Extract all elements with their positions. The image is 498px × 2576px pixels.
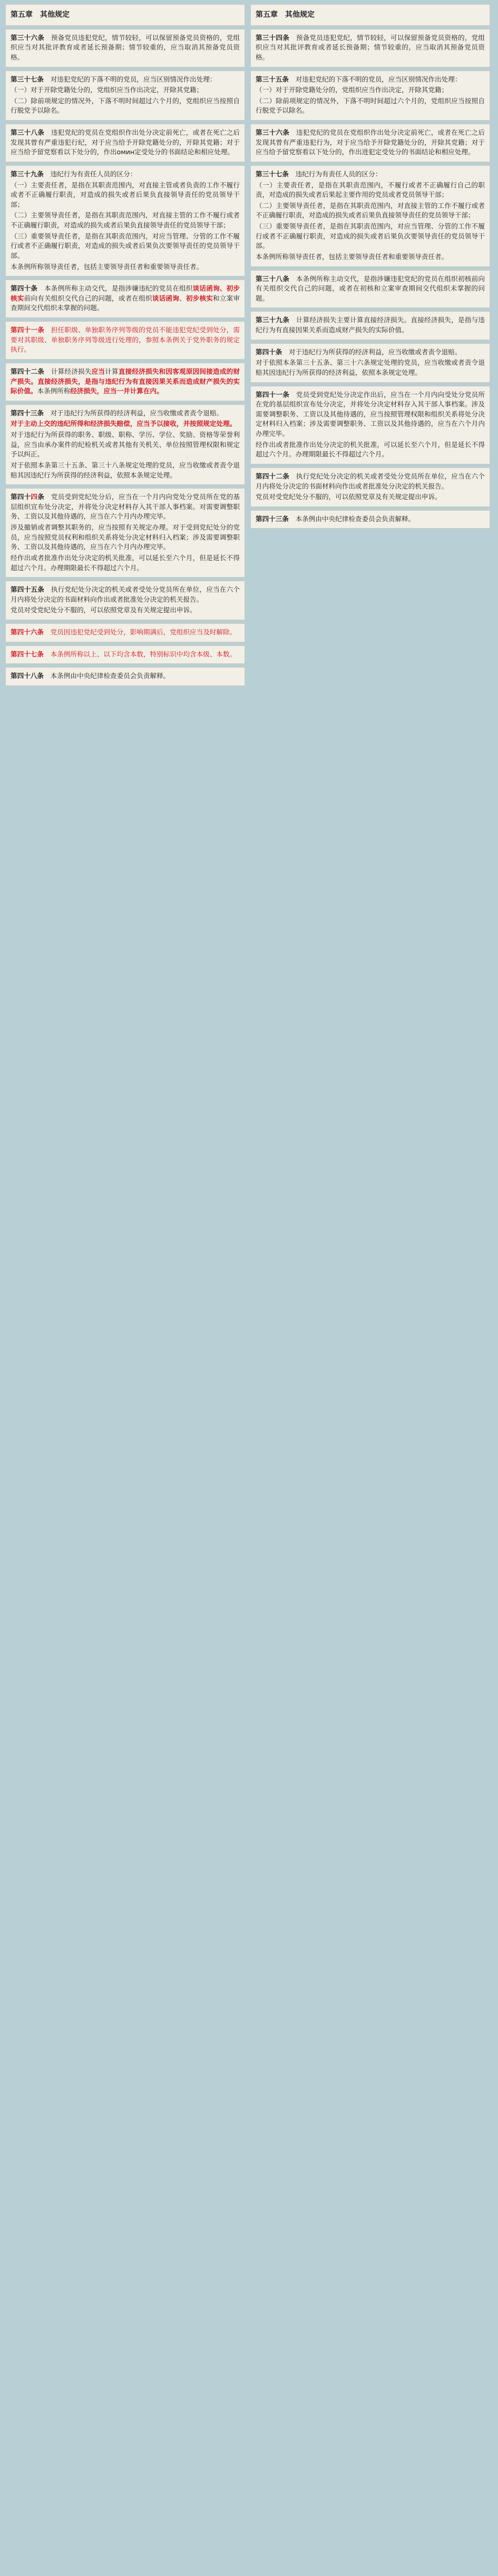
paragraph	[11, 262, 240, 272]
highlighted-change: 应当	[91, 367, 105, 375]
paragraph	[11, 605, 240, 615]
paragraph	[11, 671, 240, 681]
text-run: （一）主要责任者，是指在其职责范围内，不履行或者不正确履行自己的职责，对造成的损失或者后果起主要作用的党员或者党员领导干部；	[256, 181, 485, 199]
paragraph	[11, 170, 240, 180]
article-card	[250, 468, 490, 507]
article-number: 第三十六条	[256, 128, 290, 137]
text-run: 对违犯党纪的下落不明的党员，应当区别情况作出处理：	[43, 75, 217, 83]
article-card	[5, 280, 245, 318]
article-card	[5, 363, 245, 401]
paragraph	[256, 201, 485, 221]
paragraph	[256, 492, 485, 502]
text-run: 、	[179, 294, 186, 302]
text-run: 第五章 其他规定	[11, 11, 70, 19]
text-run: （三）重要领导责任者，是指在其职责范围内，对应当管理、分管的工作不履行或者不正确履行职责，对造成的损失或者后果负次要领导责任的党员领导干部。	[11, 232, 240, 260]
text-run: 预备党员违犯党纪，情节较轻，可以保留预备党员资格的，党组织应当对其批评教育或者延长预备期；情节较重的，应当取消其预备党员资格。	[256, 33, 485, 61]
text-run: 对于违纪行为所获得的经济利益，应当收缴或者责令退赔。	[43, 409, 223, 417]
paragraph	[11, 523, 240, 552]
text-run: 党员受到党纪处分后，应当在一个月内向党处分党员所在党的基层组织宣布处分决定，并将处分决定材料存入其干部人事档案。对需要调整职务、工资以及其他待遇的，应当在六个月内办理完毕。	[11, 493, 240, 521]
text-run: 执行党纪处分决定的机关或者受处分党员所在单位，应当在六个月内将处分决定的书面材料向作出或者批准处分决定的机关报告。	[11, 585, 240, 603]
paragraph	[11, 128, 240, 157]
article-card	[5, 581, 245, 620]
article-number: 第三十九条	[256, 316, 290, 324]
paragraph	[256, 440, 485, 460]
paragraph	[256, 222, 485, 251]
paragraph	[11, 96, 240, 116]
text-run: 计算经济损失	[44, 367, 92, 375]
text-run: 违犯党纪的党员在党组织作出处分决定前死亡，或者在死亡之后发现其曾有严重违犯行为，对于应当给予开除党籍处分的，开除其党籍；对于应当给予留党察看以下处分的，作出进犯定受处分的书面结论和相应处理。	[256, 128, 485, 156]
article-card	[250, 311, 490, 340]
text-run: 对于违纪行为所获得的经济利益，应当收缴或者责令退赔。	[282, 347, 462, 356]
article-card	[5, 623, 245, 642]
article-card	[5, 667, 245, 686]
article-card	[5, 488, 245, 578]
article-number: 第四十条	[256, 347, 282, 356]
article-card	[5, 29, 245, 67]
highlighted-change: 经济损失，应当一并计算在内。	[70, 387, 163, 395]
comparison-columns	[5, 4, 493, 686]
article-number: 第三十七条	[256, 170, 289, 178]
article-card	[250, 386, 490, 464]
text-run: 党员对受党纪处分不服的，可以依照党章及有关规定提出申诉。	[11, 606, 197, 614]
text-run: （一）对于开除党籍处分的，党组织应当作出决定，开除其党籍；	[11, 86, 203, 94]
article-number: 第三十八条	[256, 274, 290, 283]
text-run: （一）主要责任者，是指在其职责范围内，对直接主管或者负责的工作不履行或者不正确履行职责，对造成的损失或者后果负直接领导责任的党员领导干部；	[11, 181, 240, 208]
article-number: 第四十二条	[11, 367, 45, 375]
text-run: 本条例所称主动交代，是指涉嫌违纪的党员在组织	[37, 284, 193, 293]
paragraph	[11, 430, 240, 460]
text-run: （二）除前项规定的情况外，下落不明时间超过六个月的，党组织应当按照自行脱党予以除名。	[11, 96, 240, 115]
text-run: 党员因违犯党纪受到处分，影响期满后，党组织应当及时解除。	[43, 628, 237, 636]
article-card	[250, 270, 490, 309]
highlighted-change: 直接经济损失和因客观原因间接造成的财产损失。	[11, 367, 240, 385]
paragraph	[11, 211, 240, 230]
text-run: 对违犯党纪的下落不明的党员，应当区别情况作出处理：	[288, 75, 462, 83]
text-run: 本条例由中央纪律检查委员会负责解释。	[43, 672, 170, 680]
article-number: 第四十六条	[11, 628, 44, 636]
paragraph	[11, 585, 240, 604]
article-card	[5, 321, 245, 360]
paragraph	[256, 514, 485, 524]
article-number: 第三十九条	[11, 170, 44, 178]
paragraph	[256, 252, 485, 262]
text-run: （二）除前项规定的情况外，下落不明时间超过六个月的，党组织应当按照自行脱党予以除名。	[256, 96, 485, 115]
paragraph	[11, 367, 240, 396]
article-number: 第四十条	[11, 284, 38, 293]
paragraph	[256, 85, 485, 95]
highlighted-change: 直接经济损失，是指与违纪行为有直接因果关系而造成财产损失的实际价值。	[11, 377, 240, 395]
article-number: 第四十三条	[256, 514, 289, 523]
article-card	[250, 71, 490, 121]
article-number: 第三十七条	[11, 75, 44, 83]
paragraph	[256, 274, 485, 304]
paragraph	[256, 315, 485, 335]
paragraph	[11, 75, 240, 85]
paragraph	[11, 419, 240, 429]
article-number: 第三十四条	[256, 33, 290, 42]
chapter-heading-card	[5, 4, 245, 26]
left-column-new-version	[5, 4, 245, 686]
text-run: 违纪行为有责任人员的区分：	[288, 170, 382, 178]
article-number: 第四十二条	[256, 472, 290, 480]
right-column-old-version	[250, 4, 490, 529]
text-run: 涉及撤销或者调整其职务的，应当按照有关规定办理。对于受到党纪处分的党员，应当按照党员权利和组织关系将处分决定材料归入档案；涉及需要调整职务、工资以及其他待遇的，应当在六个月内办理完毕。	[11, 523, 240, 551]
paragraph	[256, 96, 485, 116]
text-run: 第五章 其他规定	[256, 11, 315, 19]
text-run: 预备党员违犯党纪，情节较轻，可以保留预备党员资格的，党组织应当对其批评教育或者延长预备期；情节较重的，应当取消其预备党员资格。	[11, 33, 240, 61]
text-run: 对于依照本条第三十五条、第三十八条规定处理的党员，应当收缴或者责令退赔其因违纪行为所获得的经济利益，依照本条规定处理。	[11, 461, 240, 479]
paragraph	[11, 9, 240, 21]
text-run: 违犯党纪的党员在党组织作出处分决定前死亡，或者在死亡之后发现其曾有严重违犯行纪，对于应当给予开除党籍处分的，开除其党籍；对于应当给予留党察看以下处分的，作出омин定受处分的书面结论和相应处理。	[11, 128, 240, 156]
highlighted-change: 初步核实	[185, 294, 213, 302]
article-card	[5, 645, 245, 664]
text-run: 计算	[105, 367, 119, 375]
text-run: 经作出或者批准作出处分决定的机关批准，可以延长至六个月，但是延长不得超过六个月。办理期限最长不得超过六个月。	[256, 440, 485, 459]
article-card	[5, 404, 245, 485]
text-run: 党员对受党纪处分不服的，可以依照党章及有关规定提出申诉。	[256, 493, 442, 501]
text-run: 经作出或者批准作出处分决定的机关批准，可以延长至六个月，但是延长不得超过六个月。办理期限最长不得超过六个月。	[11, 553, 240, 572]
article-number: 第四十	[11, 493, 31, 501]
article-number: 第四十三条	[11, 409, 44, 417]
text-run: 违纪行为有责任人员的区分：	[43, 170, 137, 178]
article-card	[5, 165, 245, 276]
paragraph	[11, 85, 240, 95]
article-number: 第四十五条	[11, 585, 45, 594]
paragraph	[11, 492, 240, 522]
article-number: 第四十七条	[11, 650, 44, 658]
article-number: 第四十八条	[11, 672, 44, 680]
text-run: 本条例所称领导责任者，包括主要领导责任者和重要领导责任者。	[11, 262, 203, 271]
paragraph	[11, 33, 240, 63]
text-run: 对于依照本条第三十五条、第三十六条规定处理的党员，应当收缴或者责令退赔其因违纪行为所获得的经济利益，依照本条规定处理。	[256, 359, 485, 376]
text-run: （二）主要领导责任者，是指在其职责范围内，对直接主管的工作不履行或者不正确履行职责，对造成的损失或者后果负直接领导责任的党员领导干部；	[256, 201, 485, 220]
article-card	[250, 343, 490, 383]
text-run: （二）主要领导责任者，是指在其职责范围内，对直接主管的工作不履行或者不正确履行职责，对造成的损失或者后果负直接领导责任的党员领导干部；	[11, 211, 240, 230]
highlighted-change: 初步核实	[11, 284, 240, 302]
text-run: （一）对于开除党籍处分的，党组织应当作出决定，开除其党籍；	[256, 86, 448, 94]
text-run: （三）重要领导责任者，是指在其职责范围内，对应当管理、分管的工作不履行或者不正确履行职责，对造成的损失或者后果负次要领导责任的党员领导干部。	[256, 222, 485, 250]
article-card	[250, 124, 490, 162]
text-run: 前向有关组织交代自己的问题，或者在组织	[24, 294, 152, 302]
article-card	[5, 71, 245, 121]
paragraph	[256, 358, 485, 377]
highlighted-change: 四	[31, 493, 38, 501]
text-run: 本条例所称领导责任者，包括主要领导责任者和重要领导责任者。	[256, 252, 448, 261]
paragraph	[11, 650, 240, 660]
paragraph	[11, 461, 240, 480]
paragraph	[256, 181, 485, 200]
text-run: 计算经济损失主要计算直接经济损失。直接经济损失，是指与违纪行为有直接因果关系而造成财产损失的实际价值。	[256, 316, 485, 334]
text-run: 和立案审查期间交代组织未掌握的问题。	[11, 294, 240, 312]
article-number: 条	[37, 493, 45, 501]
article-card	[250, 165, 490, 267]
paragraph	[11, 181, 240, 210]
text-run: 本条例所称	[37, 387, 71, 395]
paragraph	[256, 75, 485, 85]
paragraph	[256, 9, 485, 21]
text-run: 对于违纪行为所获得的职务、职级、职称、学历、学位、奖励、资格等荣誉利益，应当由承办案件的纪检机关或者其他有关机关、单位按照管理权限和规定予以纠正。	[11, 431, 240, 459]
article-number: 第三十六条	[11, 33, 45, 42]
highlighted-change: 谈话函询	[152, 294, 180, 302]
highlighted-change: 对于主动上交的违纪所得和经济损失赔偿，应当予以接收，并按照规定处理。	[11, 420, 237, 428]
article-number: 第四十一条	[256, 390, 290, 399]
paragraph	[11, 325, 240, 355]
text-run: 党员受到党纪处分决定作出后，应当在一个月内向受处分党员所在党的基层组织宣布处分决定，并将处分决定材料存入其干部人事档案。涉及需要调整职务、工资以及其他待遇的，应当按照管理权限和组织关系将处分决定材料归入档案；涉及需要调整职务、工资以及其他待遇的，应当在六个月内办理完毕。	[256, 390, 485, 438]
text-run: 担任职级、单独职务序列等级的党员不能违犯党纪受到处分，需要对其职级、单独职务序列等级进行处理的，参照本条例关于党外职务的规定执行。	[11, 326, 240, 354]
paragraph	[256, 390, 485, 439]
article-number: 第三十八条	[11, 128, 45, 137]
article-card	[5, 124, 245, 162]
article-card	[250, 510, 490, 529]
text-run: 执行党纪处分决定的机关或者受处分党员所在单位，应当在六个月内将处分决定的书面材料向作出或者批准处分决定的机关报告。	[256, 472, 485, 490]
paragraph	[11, 409, 240, 419]
paragraph	[256, 128, 485, 157]
paragraph	[256, 347, 485, 357]
chapter-heading-card	[250, 4, 490, 26]
paragraph	[11, 232, 240, 261]
highlighted-change: 谈话函询、	[192, 284, 227, 293]
paragraph	[11, 553, 240, 573]
article-number: 第三十五条	[256, 75, 289, 83]
paragraph	[11, 284, 240, 313]
text-run: 本条例所称主动交代，是指涉嫌违犯党纪的党员在组织初核前向有关组织交代自己的问题，或者在初核和立案审查期间交代组织未掌握的问题。	[256, 274, 485, 302]
article-number: 第四十一条	[11, 326, 45, 334]
text-run: 本条例所称以上、以下均含本数，特别标识中均含本级、本数。	[43, 650, 237, 658]
paragraph	[256, 170, 485, 180]
article-card	[250, 29, 490, 67]
document-page	[0, 0, 498, 693]
paragraph	[256, 33, 485, 63]
paragraph	[256, 472, 485, 491]
text-run: 本条例由中央纪律检查委员会负责解释。	[288, 514, 415, 523]
paragraph	[11, 628, 240, 638]
